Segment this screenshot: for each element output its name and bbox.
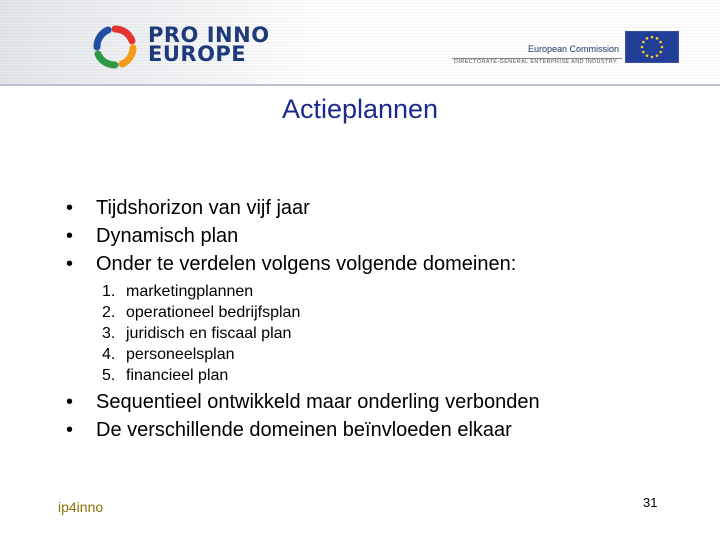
eu-star-icon <box>659 41 662 44</box>
numbered-item <box>102 302 300 323</box>
logo-line-2: EUROPE <box>148 42 247 66</box>
eu-star-icon <box>656 37 659 40</box>
item-number: 4. <box>102 346 116 363</box>
eu-star-icon <box>651 36 654 39</box>
eu-star-icon <box>641 46 644 49</box>
bullet-text: Onder te verdelen volgens volgende domeinen: <box>96 253 517 275</box>
bullet-item <box>66 250 516 278</box>
item-text: marketingplannen <box>126 283 254 300</box>
bullet-glyph: • <box>66 197 74 219</box>
item-text: personeelsplan <box>126 346 235 363</box>
footer-brand: ip4inno <box>58 499 104 515</box>
numbered-item <box>102 344 300 365</box>
ec-directorate: DIRECTORATE-GENERAL ENTERPRISE AND INDUSTRY <box>454 59 618 65</box>
bullet-glyph: • <box>66 253 74 275</box>
eu-star-icon <box>656 54 659 57</box>
eu-star-icon <box>642 51 645 54</box>
bullet-glyph: • <box>66 391 74 413</box>
item-number: 2. <box>102 304 116 321</box>
bullet-glyph: • <box>66 225 74 247</box>
logo-line-1: PRO INNO <box>148 23 270 47</box>
eu-flag-icon <box>625 31 679 63</box>
numbered-item <box>102 323 300 344</box>
eu-star-icon <box>642 41 645 44</box>
page-number: 31 <box>643 495 658 510</box>
eu-star-icon <box>661 46 664 49</box>
bullet-item <box>66 388 540 416</box>
item-number: 5. <box>102 367 116 384</box>
eu-star-icon <box>646 54 649 57</box>
item-text: operationeel bedrijfsplan <box>126 304 301 321</box>
bullet-item <box>66 194 516 222</box>
eu-star-icon <box>651 56 654 59</box>
item-number: 1. <box>102 283 116 300</box>
bullet-text: Sequentieel ontwikkeld maar onderling verbonden <box>96 391 540 413</box>
item-number: 3. <box>102 325 116 342</box>
bullet-glyph: • <box>66 419 74 441</box>
bullet-list-bottom <box>66 388 540 444</box>
numbered-item <box>102 281 300 302</box>
bullet-item <box>66 222 516 250</box>
bullet-list-top <box>66 194 516 278</box>
pro-inno-logo-icon <box>92 24 138 70</box>
item-text: juridisch en fiscaal plan <box>126 325 292 342</box>
eu-star-icon <box>646 37 649 40</box>
bullet-item <box>66 416 540 444</box>
pro-inno-logo-text <box>148 23 270 66</box>
ec-name: European Commission <box>528 44 620 54</box>
slide-title-text: Actieplannen <box>281 94 439 124</box>
eu-star-icon <box>659 51 662 54</box>
bullet-text: De verschillende domeinen beïnvloeden elkaar <box>96 419 512 441</box>
bullet-text: Tijdshorizon van vijf jaar <box>96 197 310 219</box>
slide-title <box>0 94 720 125</box>
slide-header <box>0 0 720 86</box>
item-text: financieel plan <box>126 367 229 384</box>
bullet-text: Dynamisch plan <box>96 225 239 247</box>
numbered-item <box>102 365 300 386</box>
numbered-domain-list <box>102 281 300 386</box>
